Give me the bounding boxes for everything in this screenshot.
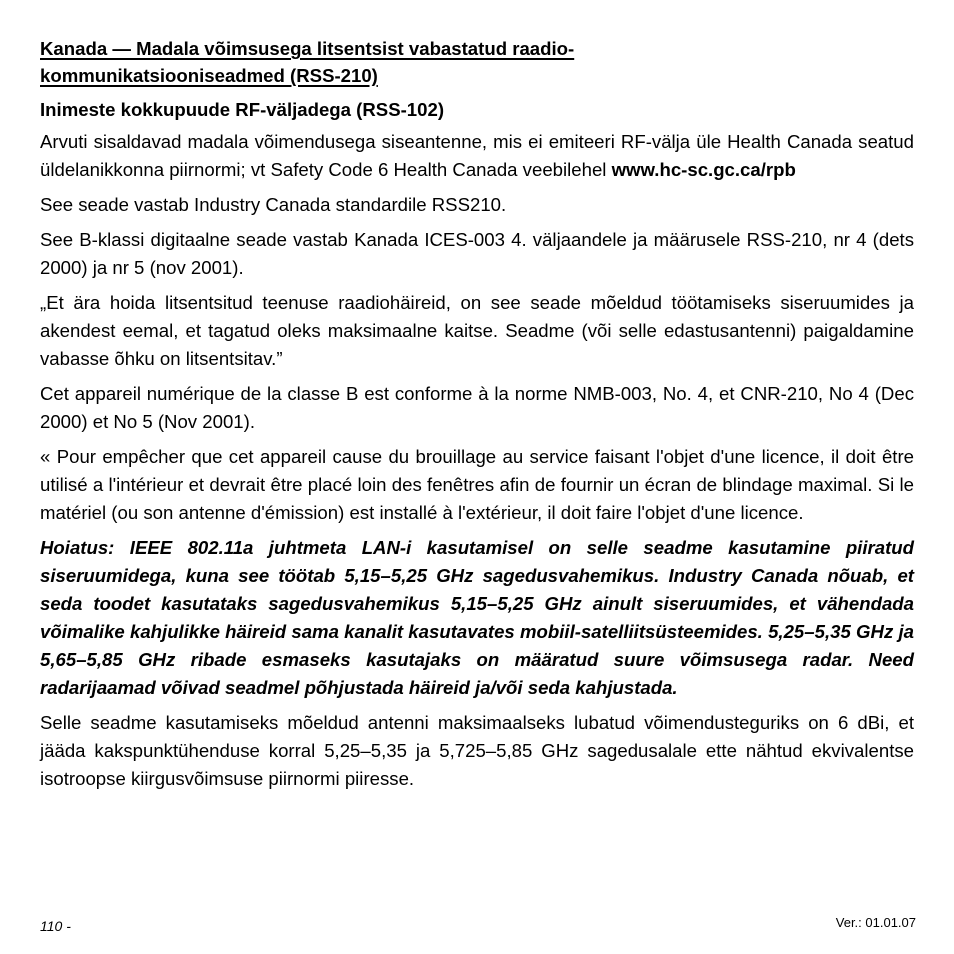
document-page — [40, 35, 914, 793]
health-canada-url: www.hc-sc.gc.ca/rpb — [611, 159, 796, 180]
paragraph-ices003: See B-klassi digitaalne seade vastab Kanada ICES-003 4. väljaandele ja määrusele RSS-210, nr 4 (dets 2000) ja nr 5 (nov 2001). — [40, 229, 914, 278]
warning-paragraph: Hoiatus: IEEE 802.11a juhtmeta LAN-i kasutamisel on selle seadme kasutamine piiratud siseruumidega, kuna see töötab 5,15–5,25 GHz sagedusvahemikus. Industry Canada nõuab, et seda toodet kasutataks sagedusvahemikus 5,15–5,25 GHz ainult siseruumides, et vähendada võimalike kahjulikke häireid sama kanalit kasutavates mobiil-satelliitsüsteemides. 5,25–5,35 GHz ja 5,65–5,85 GHz ribade esmaseks kasutajaks on määratud suure võimsusega radar. Need radarijaamad võivad seadmel põhjustada häireid ja/või seda kahjustada. — [40, 537, 914, 698]
section-heading — [40, 35, 914, 89]
paragraph-rf-exposure-text: Arvuti sisaldavad madala võimendusega siseantenne, mis ei emiteeri RF-välja üle Health Canada seatud üldelanikkonna piirnormi; vt Safety Code 6 Health Canada veebilehel — [40, 131, 914, 180]
section-heading-line1: Kanada — Madala võimsusega litsentsist vabastatud raadio- — [40, 38, 575, 59]
paragraph-rf-exposure — [40, 128, 914, 184]
paragraph-nmb003-fr: Cet appareil numérique de la classe B est conforme à la norme NMB-003, No. 4, et CNR-210, No 4 (Dec 2000) et No 5 (Nov 2001). — [40, 383, 914, 432]
paragraph-rss210: See seade vastab Industry Canada standardile RSS210. — [40, 194, 507, 215]
paragraph-antenna-gain: Selle seadme kasutamiseks mõeldud antenni maksimaalseks lubatud võimendusteguriks on 6 dBi, et jääda kakspunktühenduse korral 5,25–5,35 ja 5,725–5,85 GHz sagedusalale ette nähtud ekvivalentse isotroopse kiirgusvõimsuse piirnormi piiresse. — [40, 712, 914, 789]
paragraph-interference-fr: « Pour empêcher que cet appareil cause du brouillage au service faisant l'objet d'une licence, il doit être utilisé a l'intérieur et devrait être placé loin des fenêtres afin de fournir un écran de blindage maximal. Si le matériel (ou son antenne d'émission) est installé à l'extérieur, il doit faire l'objet d'une licence. — [40, 446, 914, 523]
section-heading-line2: kommunikatsiooniseadmed (RSS-210) — [40, 65, 378, 86]
page-number: 110 - — [40, 918, 71, 934]
paragraph-interference-et: „Et ära hoida litsentsitud teenuse raadiohäireid, on see seade mõeldud töötamiseks siseruumides ja akendest eemal, et tagatud oleks maksimaalne kaitse. Seadme (või selle edastusantenni) paigaldamine vabasse õhku on litsentsitav.” — [40, 292, 914, 369]
version-label: Ver.: 01.01.07 — [835, 915, 916, 930]
subsection-heading: Inimeste kokkupuude RF-väljadega (RSS-102) — [40, 99, 445, 120]
